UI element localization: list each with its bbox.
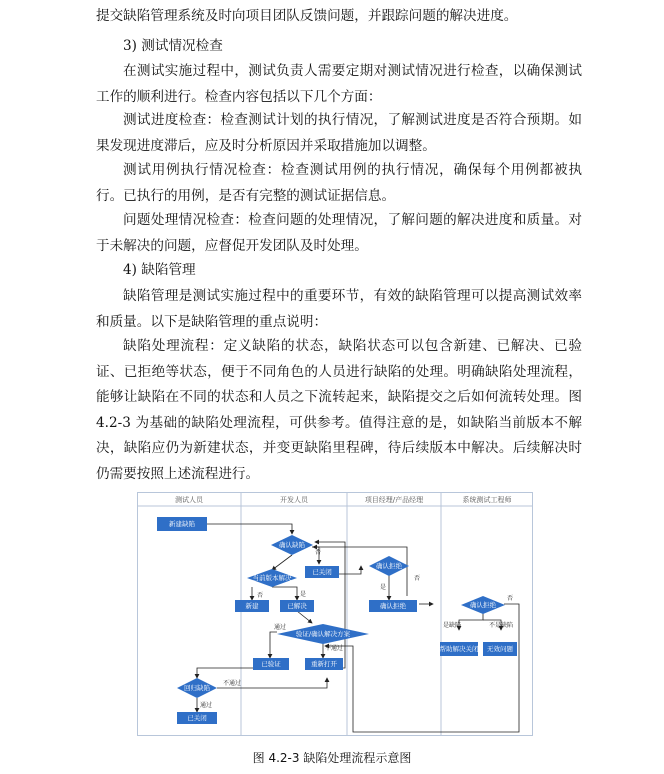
node-fix-now-label: 当前版本解决 xyxy=(252,574,292,582)
edge-label-yes-1: 是 xyxy=(300,591,307,598)
edge-label-yes-2: 是 xyxy=(380,584,387,591)
node-confirm-defect-label: 确认缺陷 xyxy=(279,541,305,549)
paragraph-7: 缺陷处理流程：定义缺陷的状态，缺陷状态可以包含新建、已解决、已验证、已拒绝等状态，便于不同角色的人员进行缺陷的处理。明确缺陷处理流程，能够让缺陷在不同的状态和人员之下流转起来，缺陷提交之后如何流转处理。图 4.2-3 为基础的缺陷处理流程，可供参考。值得注意的是，如缺陷当前版本不解决，缺陷应仍为新建状态，并变更缺陷里程碑，待后续版本中解决。后续解决时仍需要按照上述流程进行。 xyxy=(96,338,582,482)
lane-tester: 测试人员 xyxy=(175,496,203,504)
edge-label-pass-2: 通过 xyxy=(200,702,213,709)
paragraph-3: 测试进度检查：检查测试计划的执行情况，了解测试进度是否符合预期。如果发现进度滞后，应及时分析原因并采取措施加以调整。 xyxy=(96,112,582,154)
edge-label-not-defect: 不是缺陷 xyxy=(489,622,514,629)
node-closed-label: 已关闭 xyxy=(187,714,207,722)
node-new-defect-label: 新建缺陷 xyxy=(169,520,195,528)
node-confirm-reject-label: 确认拒绝 xyxy=(376,562,402,570)
edge-label-no-1: 否 xyxy=(257,592,264,599)
defect-flowchart xyxy=(137,492,533,736)
node-new-state-label: 新建 xyxy=(245,602,259,610)
figure-caption: 图 4.2-3 缺陷处理流程示意图 xyxy=(252,751,412,765)
edge-label-pass-1: 通过 xyxy=(274,624,287,631)
heading-defect-mgmt: 4) 缺陷管理 xyxy=(123,262,196,278)
edge-label-no-2: 否 xyxy=(315,549,322,556)
node-help-close-label: 帮助解决关闭 xyxy=(439,645,479,653)
node-verify-label: 验证/确认解决方案 xyxy=(295,630,351,638)
paragraph-1: 提交缺陷管理系统及时向项目团队反馈问题，并跟踪问题的解决进度。 xyxy=(96,8,518,24)
heading-test-check: 3) 测试情况检查 xyxy=(123,38,223,54)
lane-pm: 项目经理/产品经理 xyxy=(364,496,424,504)
node-verified-label: 已验证 xyxy=(261,660,281,668)
node-already-closed-label: 已关闭 xyxy=(312,568,332,576)
node-resolved-label: 已解决 xyxy=(287,602,307,610)
paragraph-5: 问题处理情况检查：检查问题的处理情况，了解问题的解决进度和质量。对于未解决的问题，应督促开发团队及时处理。 xyxy=(96,212,582,254)
node-regression-label: 回归缺陷 xyxy=(184,684,210,692)
edge-label-fail-1: 不通过 xyxy=(325,645,344,652)
paragraph-2: 在测试实施过程中，测试负责人需要定期对测试情况进行检查，以确保测试工作的顺利进行。检查内容包括以下几个方面： xyxy=(96,63,582,105)
lane-sys-test: 系统测试工程师 xyxy=(462,496,512,504)
node-sys-confirm-reject-label: 确认拒绝 xyxy=(470,601,496,609)
edge-label-no-3: 否 xyxy=(414,575,421,582)
lane-developer: 开发人员 xyxy=(280,496,308,504)
node-invalid-label: 无效问题 xyxy=(487,645,513,653)
paragraph-6: 缺陷管理是测试实施过程中的重要环节，有效的缺陷管理可以提高测试效率和质量。以下是缺陷管理的重点说明： xyxy=(96,288,582,330)
edge-label-fail-2: 不通过 xyxy=(223,680,242,687)
paragraph-4: 测试用例执行情况检查：检查测试用例的执行情况，确保每个用例都被执行。已执行的用例，是否有完整的测试证据信息。 xyxy=(96,162,582,204)
edge-label-is-defect: 是缺陷 xyxy=(443,622,462,629)
node-reopen-label: 重新打开 xyxy=(311,660,337,668)
node-confirm-reject-box-label: 确认拒绝 xyxy=(380,602,406,610)
edge-label-no-4: 否 xyxy=(507,595,514,602)
